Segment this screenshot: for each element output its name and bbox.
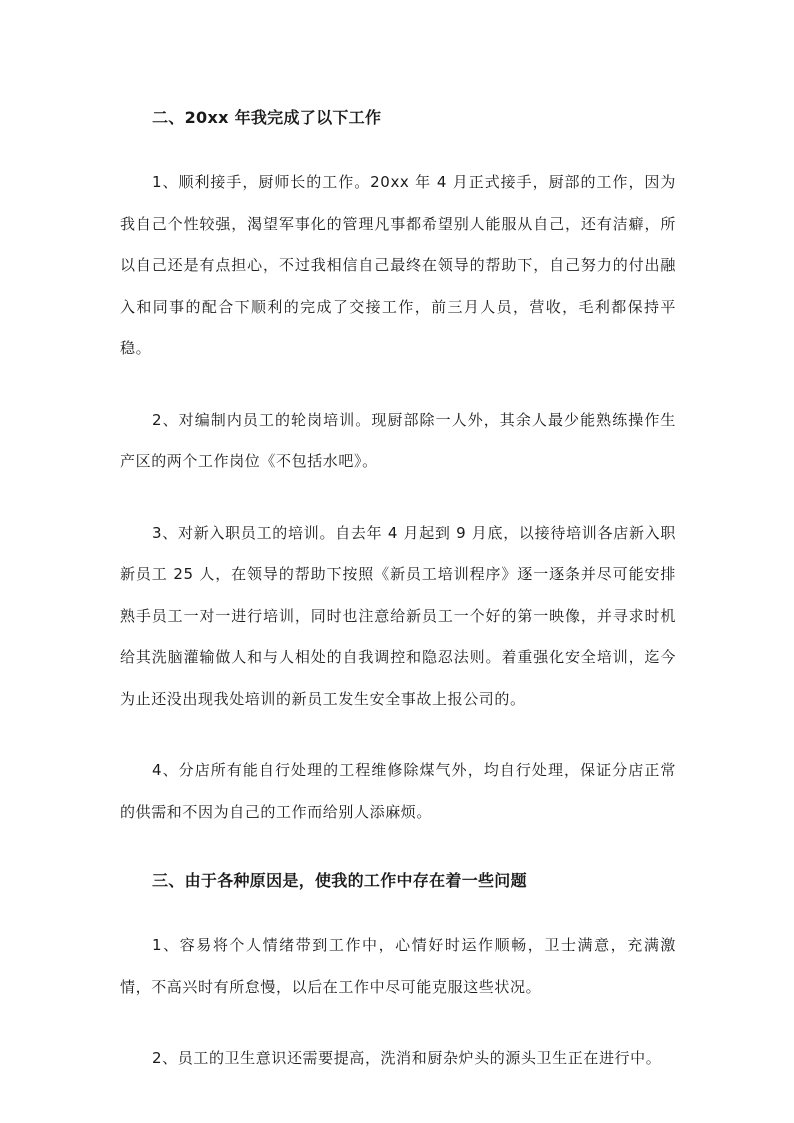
paragraph-work-3: 3、对新入职员工的培训。自去年 4 月起到 9 月底，以接待培训各店新入职新员工 25 人，在领导的帮助下按照《新员工培训程序》逐一逐条并尽可能安排熟手员工一对一进行培训，同时也注意给新员工一个好的第一映像，并寻求时机给其洗脑灌输做人和与人相处的自我调控和隐忍法则。着重强化安全培训，迄今为止还没出现我处培训的新员工发生安全事故上报公司的。 [120,523,676,708]
paragraph-problem-1: 1、容易将个人情绪带到工作中，心情好时运作顺畅，卫士满意，充满激情，不高兴时有所怠慢，以后在工作中尽可能克服这些状况。 [120,936,676,996]
paragraph-work-2: 2、对编制内员工的轮岗培训。现厨部除一人外，其余人最少能熟练操作生产区的两个工作岗位《不包括水吧》。 [120,410,676,470]
paragraph-work-4: 4、分店所有能自行处理的工程维修除煤气外，均自行处理，保证分店正常的供需和不因为自己的工作而给别人添麻烦。 [120,761,676,821]
paragraph-work-1: 1、顺利接手，厨师长的工作。20xx 年 4 月正式接手，厨部的工作，因为我自己个性较强，渴望军事化的管理凡事都希望别人能服从自己，还有洁癖，所以自己还是有点担心，不过我相信自己最终在领导的帮助下，自己努力的付出融入和同事的配合下顺利的完成了交接工作，前三月人员，营收，毛利都保持平稳。 [120,173,676,357]
section-heading-work-completed: 二、20xx 年我完成了以下工作 [152,108,382,127]
section-heading-problems: 三、由于各种原因是，使我的工作中存在着一些问题 [152,871,527,890]
paragraph-problem-2: 2、员工的卫生意识还需要提高，洗消和厨杂炉头的源头卫生正在进行中。 [152,1049,662,1067]
document-body [120,100,676,1080]
